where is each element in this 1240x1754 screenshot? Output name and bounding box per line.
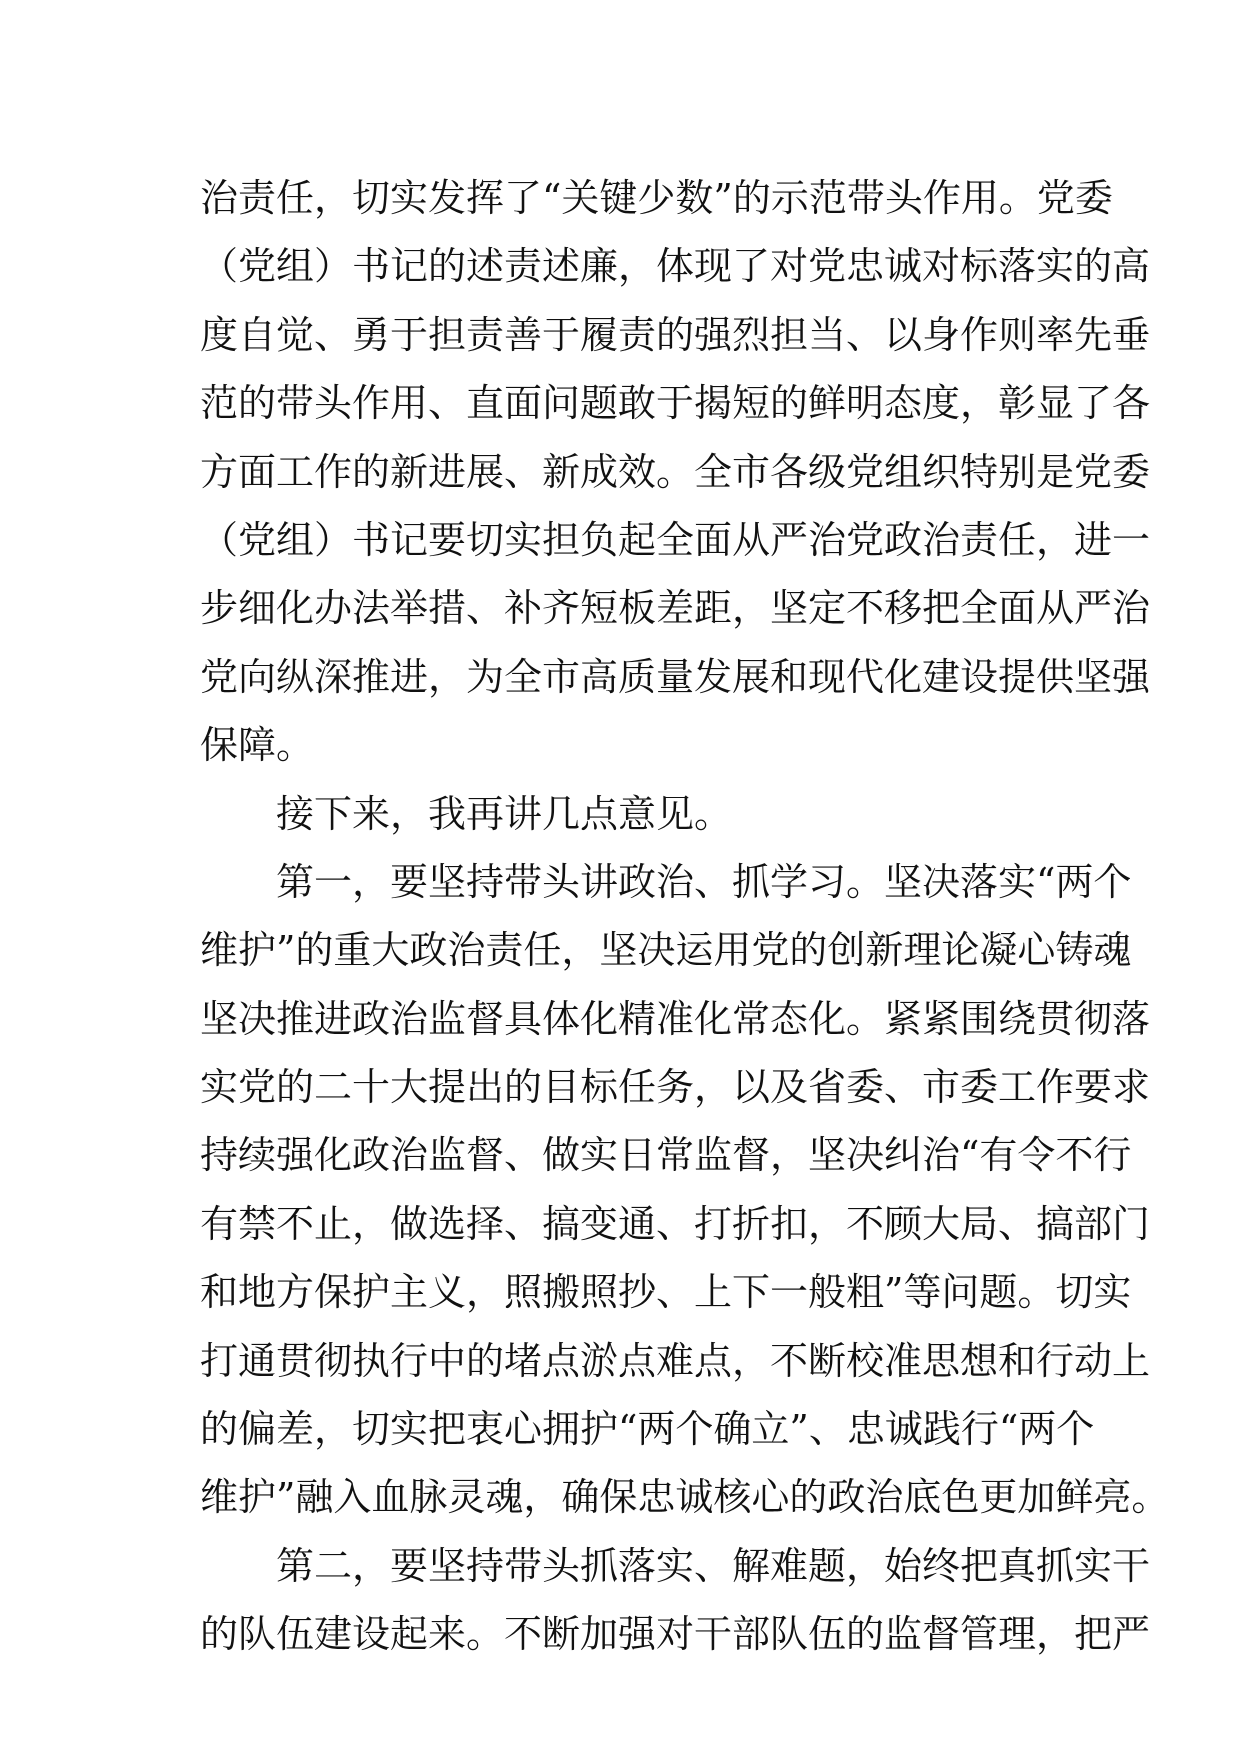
text-line: 和地方保护主义，照搬照抄、上下一般粗”等问题。切实 xyxy=(200,1270,1132,1315)
paragraph-start-line: 接下来，我再讲几点意见。 xyxy=(276,791,733,836)
text-line: 维护”融入血脉灵魂，确保忠诚核心的政治底色更加鲜亮。 xyxy=(200,1475,1170,1520)
text-line: 范的带头作用、直面问题敢于揭短的鲜明态度，彰显了各 xyxy=(200,381,1151,426)
text-line: （党组）书记要切实担负起全面从严治党政治责任，进一 xyxy=(200,517,1151,562)
text-line: 坚决推进政治监督具体化精准化常态化。紧紧围绕贯彻落 xyxy=(200,996,1151,1041)
text-line: 党向纵深推进，为全市高质量发展和现代化建设提供坚强 xyxy=(200,654,1151,699)
text-line: 打通贯彻执行中的堵点淤点难点，不断校准思想和行动上 xyxy=(200,1338,1151,1383)
text-line: 持续强化政治监督、做实日常监督，坚决纠治“有令不行 xyxy=(200,1133,1132,1178)
text-line: 的队伍建设起来。不断加强对干部队伍的监督管理，把严 xyxy=(200,1612,1151,1657)
text-line: 维护”的重大政治责任，坚决运用党的创新理论凝心铸魂 xyxy=(200,928,1132,973)
text-line: 有禁不止，做选择、搞变通、打折扣，不顾大局、搞部门 xyxy=(200,1201,1151,1246)
paragraph-start-line: 第一，要坚持带头讲政治、抓学习。坚决落实“两个 xyxy=(276,859,1132,904)
text-line: 方面工作的新进展、新成效。全市各级党组织特别是党委 xyxy=(200,449,1151,494)
text-line: 度自觉、勇于担责善于履责的强烈担当、以身作则率先垂 xyxy=(200,312,1151,357)
text-line: 治责任，切实发挥了“关键少数”的示范带头作用。党委 xyxy=(200,176,1113,220)
paragraph-start-line: 第二，要坚持带头抓落实、解难题，始终把真抓实干 xyxy=(276,1543,1151,1588)
text-line: 步细化办法举措、补齐短板差距，坚定不移把全面从严治 xyxy=(200,586,1151,631)
text-line: 保障。 xyxy=(200,723,315,768)
text-line: 实党的二十大提出的目标任务，以及省委、市委工作要求 xyxy=(200,1065,1151,1110)
body-text xyxy=(200,164,1170,1669)
text-line: 的偏差，切实把衷心拥护“两个确立”、忠诚践行“两个 xyxy=(200,1407,1095,1452)
text-line: （党组）书记的述责述廉，体现了对党忠诚对标落实的高 xyxy=(200,244,1151,289)
